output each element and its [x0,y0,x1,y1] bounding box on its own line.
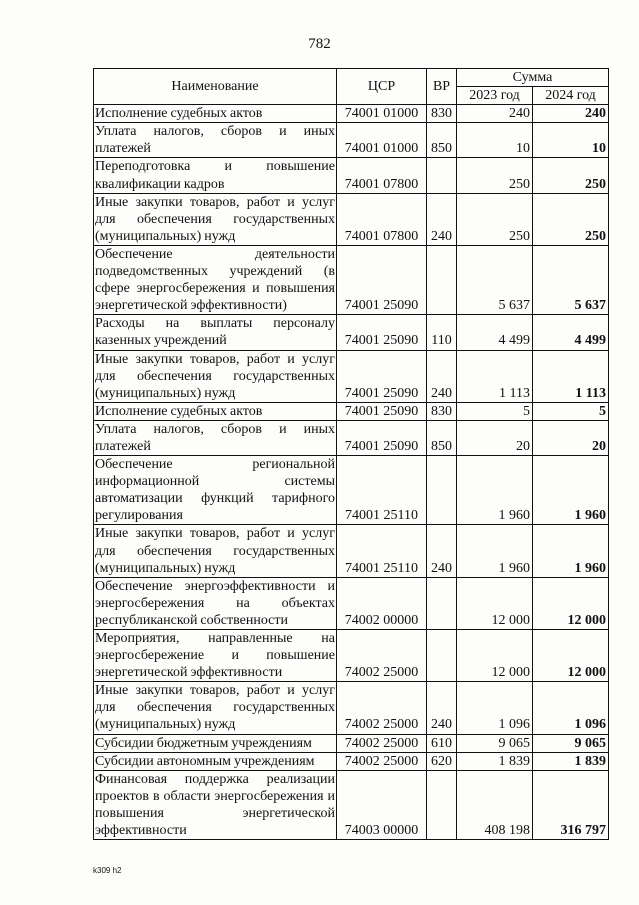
row-csr: 74002 25000 [337,752,427,770]
row-vr: 610 [427,734,457,752]
row-sum-2024: 1 096 [533,682,609,734]
table-row [94,456,609,525]
row-sum-2024: 1 113 [533,350,609,402]
row-sum-2024: 250 [533,158,609,193]
row-vr [427,245,457,314]
row-sum-2023: 9 065 [457,734,533,752]
row-csr: 74001 25090 [337,245,427,314]
row-sum-2024: 20 [533,420,609,455]
row-csr: 74003 00000 [337,770,427,839]
row-sum-2023: 240 [457,105,533,123]
row-csr: 74001 25110 [337,456,427,525]
row-sum-2024: 250 [533,193,609,245]
header-name: Наименование [94,69,337,105]
table-row [94,105,609,123]
row-csr: 74001 07800 [337,193,427,245]
row-csr: 74002 00000 [337,577,427,629]
table-row [94,734,609,752]
row-csr: 74001 01000 [337,123,427,158]
row-vr: 850 [427,123,457,158]
row-name: Мероприятия, направленные на энергосбережение и повышение энергетической эффективности [95,631,335,681]
row-csr: 74001 07800 [337,158,427,193]
row-sum-2023: 12 000 [457,630,533,682]
table-row [94,752,609,770]
row-sum-2024: 240 [533,105,609,123]
header-year-2024: 2024 год [533,87,609,105]
row-sum-2024: 5 [533,402,609,420]
row-vr: 830 [427,105,457,123]
row-csr: 74001 25090 [337,350,427,402]
row-sum-2024: 1 960 [533,456,609,525]
row-name: Исполнение судебных актов [94,105,337,123]
table-row [94,158,609,193]
header-row [94,69,609,87]
table-row [94,193,609,245]
row-csr: 74002 25000 [337,682,427,734]
row-sum-2023: 20 [457,420,533,455]
row-sum-2024: 5 637 [533,245,609,314]
table-row [94,123,609,158]
row-name: Иные закупки товаров, работ и услуг для обеспечения государственных (муниципальных) нужд [95,194,335,244]
row-name: Субсидии автономным учреждениям [94,752,337,770]
row-name: Обеспечение энергоэффективности и энергосбережения на объектах республиканской собственности [95,578,335,628]
budget-table [93,68,609,840]
row-sum-2023: 10 [457,123,533,158]
table-row [94,350,609,402]
row-csr: 74001 25090 [337,402,427,420]
header-csr: ЦСР [337,69,427,105]
table-row [94,245,609,314]
row-sum-2023: 12 000 [457,577,533,629]
header-vr: ВР [427,69,457,105]
row-name: Расходы на выплаты персоналу казенных учреждений [95,316,335,349]
row-sum-2024: 9 065 [533,734,609,752]
row-sum-2023: 5 637 [457,245,533,314]
row-name: Уплата налогов, сборов и иных платежей [95,421,335,454]
row-vr: 240 [427,682,457,734]
row-name: Иные закупки товаров, работ и услуг для обеспечения государственных (муниципальных) нужд [95,351,335,401]
row-vr [427,770,457,839]
row-vr: 110 [427,315,457,350]
row-csr: 74001 25090 [337,315,427,350]
table-row [94,682,609,734]
row-sum-2023: 250 [457,158,533,193]
header-year-2023: 2023 год [457,87,533,105]
table-row [94,315,609,350]
row-vr [427,577,457,629]
row-vr: 240 [427,193,457,245]
row-sum-2023: 1 113 [457,350,533,402]
row-vr: 830 [427,402,457,420]
table-row [94,402,609,420]
row-csr: 74002 25000 [337,630,427,682]
header-sum: Сумма [457,69,609,87]
row-sum-2023: 4 499 [457,315,533,350]
table-row [94,525,609,577]
row-vr: 620 [427,752,457,770]
row-sum-2023: 1 096 [457,682,533,734]
row-sum-2024: 1 839 [533,752,609,770]
table-row [94,577,609,629]
row-name: Обеспечение региональной информационной системы автоматизации функций тарифного регулирования [95,457,335,524]
row-vr [427,158,457,193]
row-sum-2023: 1 960 [457,525,533,577]
row-csr: 74001 01000 [337,105,427,123]
row-name: Уплата налогов, сборов и иных платежей [95,124,335,157]
row-name: Финансовая поддержка реализации проектов в области энергосбережения и повышения энергетической эффективности [95,771,335,839]
table-row [94,770,609,839]
row-vr: 240 [427,525,457,577]
row-sum-2023: 1 960 [457,456,533,525]
row-sum-2024: 12 000 [533,577,609,629]
row-vr [427,630,457,682]
row-name: Иные закупки товаров, работ и услуг для обеспечения государственных (муниципальных) нужд [95,526,335,576]
row-vr: 850 [427,420,457,455]
footer-code: k309 h2 [93,866,122,875]
row-vr [427,456,457,525]
table-row [94,630,609,682]
row-sum-2023: 1 839 [457,752,533,770]
row-sum-2023: 5 [457,402,533,420]
row-csr: 74002 25000 [337,734,427,752]
row-vr: 240 [427,350,457,402]
row-csr: 74001 25110 [337,525,427,577]
row-sum-2024: 12 000 [533,630,609,682]
page-number: 782 [308,36,331,52]
row-name: Исполнение судебных актов [94,402,337,420]
row-sum-2024: 1 960 [533,525,609,577]
row-name: Переподготовка и повышение квалификации кадров [95,159,335,192]
row-csr: 74001 25090 [337,420,427,455]
row-name: Субсидии бюджетным учреждениям [94,734,337,752]
row-sum-2024: 316 797 [533,770,609,839]
row-name: Обеспечение деятельности подведомственных учреждений (в сфере энергосбережения и повышения энергетической эффективности) [95,246,335,314]
table-row [94,420,609,455]
row-sum-2023: 250 [457,193,533,245]
row-sum-2024: 10 [533,123,609,158]
row-sum-2023: 408 198 [457,770,533,839]
row-sum-2024: 4 499 [533,315,609,350]
row-name: Иные закупки товаров, работ и услуг для обеспечения государственных (муниципальных) нужд [95,683,335,733]
